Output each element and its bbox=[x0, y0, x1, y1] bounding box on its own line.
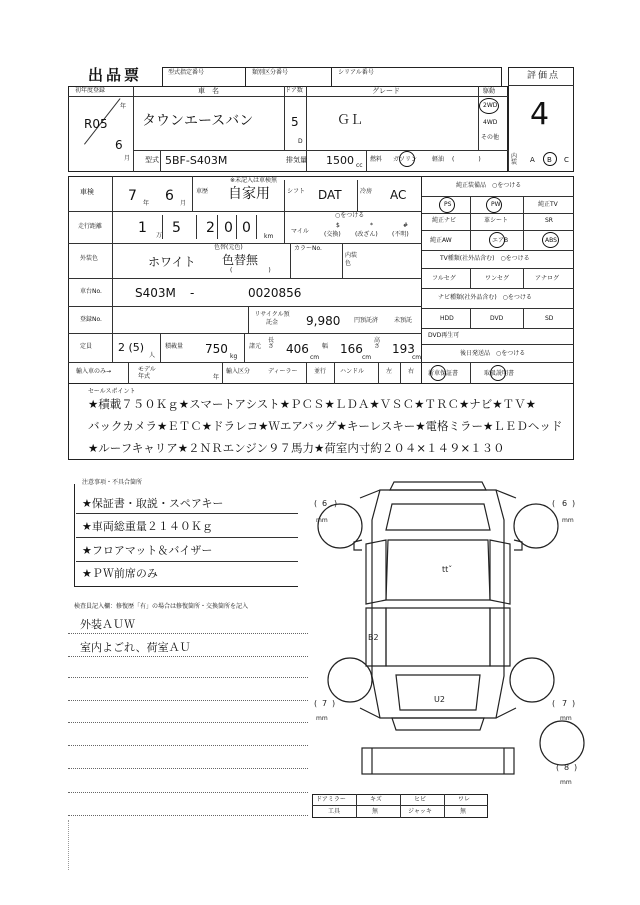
length-unit: cm bbox=[310, 354, 320, 361]
navi-dvd: DVD bbox=[490, 315, 504, 322]
drive-4wd: 4WD bbox=[483, 119, 498, 126]
load-unit: kg bbox=[230, 353, 238, 360]
tire-fl-mm: mm bbox=[316, 517, 328, 524]
grade-label: グレード bbox=[372, 87, 400, 95]
inspector-label: 検査員記入欄：修復歴「有」の場合は修復箇所・交換箇所を記入 bbox=[74, 603, 249, 610]
chassis-number: 0020856 bbox=[248, 286, 302, 300]
mileage-label: 走行距離 bbox=[78, 223, 103, 230]
inspection-month: 6 bbox=[165, 188, 174, 204]
width-unit: cm bbox=[362, 354, 372, 361]
recycle-value: 9,980 bbox=[306, 314, 341, 328]
displacement-value: 1500 bbox=[326, 154, 354, 167]
mileage-digit-5: 0 bbox=[242, 220, 251, 236]
mileage-opt1-label: (交換) bbox=[324, 231, 341, 238]
mileage-digit-1: 1 bbox=[138, 220, 147, 236]
tv-analog: アナログ bbox=[535, 275, 560, 282]
height-value: 193 bbox=[392, 342, 415, 356]
doors-unit: D bbox=[298, 138, 303, 145]
legend-header-mirror: ドアミラー bbox=[316, 796, 346, 803]
chassis-dash: - bbox=[190, 286, 195, 300]
first-reg-month-suffix: 月 bbox=[124, 155, 131, 162]
interior-c: C bbox=[564, 156, 569, 164]
equip-pw-circle bbox=[486, 197, 502, 213]
model-year-unit: 年 bbox=[213, 374, 220, 381]
capacity-value: 2 (5) bbox=[118, 341, 145, 354]
recycle-label: リサイクル預託金 bbox=[254, 311, 290, 326]
equip-navi: 純正ナビ bbox=[432, 217, 457, 224]
drive-other: その他 bbox=[481, 134, 500, 141]
fuel-circle bbox=[399, 151, 415, 167]
ac-label: 冷房 bbox=[360, 188, 373, 195]
mileage-opt2-mark: * bbox=[370, 222, 373, 229]
mileage-unit-km: km bbox=[264, 233, 274, 240]
equip-sr: SR bbox=[545, 217, 553, 224]
inspection-year: 7 bbox=[128, 188, 137, 204]
equipment-title: 純正装備品 ○をつける bbox=[456, 182, 522, 189]
form-title: 出品票 bbox=[88, 66, 143, 84]
svg-text:): ) bbox=[572, 699, 576, 708]
damage-mark-side: B2 bbox=[368, 633, 379, 642]
legend-value-jack: ジャッキ bbox=[408, 808, 432, 815]
fuel-value: ガソリン bbox=[393, 156, 418, 163]
import-parallel: 並行 bbox=[314, 368, 327, 375]
spare-value: 8 bbox=[564, 763, 570, 772]
color-label: 外装色 bbox=[80, 255, 99, 262]
legend-header-break: ワレ bbox=[458, 796, 471, 803]
tire-fr-mm: mm bbox=[562, 517, 574, 524]
recycle-not-deposited: 未預託 bbox=[394, 317, 413, 324]
doors-value: 5 bbox=[291, 115, 299, 129]
svg-text:): ) bbox=[334, 499, 338, 508]
score-label: 評価点 bbox=[527, 71, 561, 81]
handle-left: 左 bbox=[386, 368, 393, 375]
model-type-label: 型式 bbox=[145, 156, 159, 164]
notes-line-3: ★フロアマット＆バイザー bbox=[82, 544, 213, 557]
interior-color-label: 内装色 bbox=[345, 252, 358, 267]
fuel-paren: ( ) bbox=[452, 156, 481, 163]
sales-point-line-3: ★ルーフキャリア★２ＮＲエンジン９７馬力★荷室内寸約２０４×１４９×１３０ bbox=[88, 441, 505, 455]
tire-rl-value: 7 bbox=[322, 699, 328, 708]
color-original-label: 色替(元色) bbox=[214, 244, 243, 251]
light-oil-label: 軽油 bbox=[432, 156, 445, 163]
dvd-playback: DVD再生可 bbox=[428, 332, 460, 339]
notes-line-4: ★ＰＷ前席のみ bbox=[82, 567, 158, 580]
capacity-unit: 人 bbox=[149, 352, 156, 359]
inspection-month-unit: 月 bbox=[180, 200, 187, 207]
tire-rr-mm: mm bbox=[560, 715, 572, 722]
load-value: 750 bbox=[205, 342, 228, 356]
svg-text:): ) bbox=[572, 499, 576, 508]
model-year-label: モデル年式 bbox=[138, 366, 156, 381]
fuel-label: 燃料 bbox=[370, 156, 383, 163]
navi-sd: SD bbox=[545, 315, 554, 322]
mileage-digit-2: 5 bbox=[172, 220, 181, 236]
size-label: 諸元 bbox=[249, 343, 262, 350]
inspection-label: 車検 bbox=[80, 188, 94, 196]
first-reg-year-suffix: 年 bbox=[120, 103, 127, 110]
mileage-unit-man: 万 bbox=[156, 232, 163, 239]
import-only-label: 輸入車のみ→ bbox=[76, 368, 112, 375]
equip-airbag-circle bbox=[489, 232, 505, 248]
navi-hdd: HDD bbox=[440, 315, 454, 322]
length-label: 長さ bbox=[268, 337, 275, 350]
chassis-model: S403M bbox=[135, 286, 176, 300]
legend-header-scratch: キズ bbox=[370, 796, 382, 803]
interior-b-circle bbox=[543, 152, 557, 166]
model-type-value: 5BF-S403M bbox=[165, 154, 228, 167]
first-reg-label: 初年度登録 bbox=[75, 87, 106, 94]
svg-text:(: ( bbox=[314, 699, 318, 708]
tv-title: TV種類(社外品含む) ○をつける bbox=[440, 255, 530, 262]
height-label: 高さ bbox=[374, 337, 381, 350]
spare-mm: mm bbox=[560, 779, 572, 786]
interior-label: 内装 bbox=[511, 153, 518, 166]
notes-line-1: ★保証書・取説・スペアキー bbox=[82, 497, 224, 510]
use-label: 車歴 bbox=[196, 188, 209, 195]
inspection-note: ※未記入は車検無 bbox=[230, 177, 278, 184]
tire-rr-value: 7 bbox=[562, 699, 568, 708]
tire-fl-value: 6 bbox=[322, 499, 328, 508]
svg-text:(: ( bbox=[556, 763, 560, 772]
inspector-line-1: 外装ＡＵＷ bbox=[80, 618, 135, 631]
equip-ps: PS bbox=[444, 201, 452, 208]
car-name-label: 車 名 bbox=[198, 87, 219, 95]
mileage-opt3-label: (不明) bbox=[392, 231, 409, 238]
tire-fl-bracket: ( bbox=[314, 499, 318, 508]
length-value: 406 bbox=[286, 342, 309, 356]
load-label: 積載量 bbox=[165, 343, 184, 350]
damage-mark-back: U2 bbox=[434, 695, 445, 704]
displacement-label: 排気量 bbox=[286, 156, 307, 164]
import-category-label: 輸入区分 bbox=[226, 368, 251, 375]
docs-warranty: 新車保証書 bbox=[428, 370, 459, 377]
drive-2wd: 2WD bbox=[483, 102, 498, 109]
tv-fullseg: フルセグ bbox=[432, 275, 456, 282]
equip-abs: ABS bbox=[545, 237, 557, 244]
docs-manual: 取扱説明書 bbox=[484, 370, 515, 377]
sales-point-line-1: ★積載７５０Ｋｇ★スマートアシスト★ＰＣＳ★ＬＤＡ★ＶＳＣ★ＴＲＣ★ナビ★ＴＶ★ bbox=[88, 397, 536, 411]
shift-value: DAT bbox=[318, 188, 342, 202]
width-value: 166 bbox=[340, 342, 363, 356]
svg-text:): ) bbox=[332, 699, 336, 708]
grade-value: ＧＬ bbox=[337, 113, 364, 128]
chassis-label: 車台No. bbox=[80, 288, 102, 295]
docs-manual-circle bbox=[490, 365, 506, 381]
inspection-year-unit: 年 bbox=[143, 200, 150, 207]
capacity-label: 定員 bbox=[80, 343, 93, 350]
first-reg-era: R05 bbox=[84, 117, 108, 131]
displacement-unit: cc bbox=[356, 162, 363, 169]
car-damage-diagram bbox=[300, 480, 590, 825]
legend-value-scratch: 無 bbox=[372, 808, 379, 815]
legend-value-break: 無 bbox=[460, 808, 467, 815]
shift-label: シフト bbox=[287, 188, 306, 195]
inspector-line-2: 室内よごれ、荷室ＡＵ bbox=[80, 641, 191, 654]
color-value: ホワイト bbox=[148, 255, 196, 269]
equip-leather: 革シート bbox=[484, 217, 509, 224]
drive-label: 駆動 bbox=[483, 88, 496, 95]
handle-label: ハンドル bbox=[340, 368, 365, 375]
svg-text:(: ( bbox=[552, 699, 556, 708]
equip-ps-circle bbox=[439, 197, 455, 213]
class-label: 類別区分番号 bbox=[252, 69, 289, 76]
sales-points-label: セールスポイント bbox=[88, 388, 136, 395]
height-unit: cm bbox=[412, 354, 422, 361]
score-value: 4 bbox=[530, 97, 550, 132]
tire-fr-value: 6 bbox=[562, 499, 568, 508]
mileage-circle-note: ○をつける bbox=[335, 212, 365, 219]
doors-label: ドア数 bbox=[285, 87, 303, 94]
notes-label: 注意事項・不具合箇所 bbox=[82, 479, 143, 486]
recycle-deposit-status: 円預託済 bbox=[354, 317, 379, 324]
tire-rl-mm: mm bbox=[316, 715, 328, 722]
color-paren: ( ) bbox=[230, 267, 271, 274]
svg-text:(: ( bbox=[552, 499, 556, 508]
equip-tv: 純正TV bbox=[538, 201, 558, 208]
mileage-opt1-mark: $ bbox=[336, 222, 340, 229]
notes-line-2: ★車両総重量２１４０Ｋｇ bbox=[82, 520, 213, 533]
interior-a: A bbox=[530, 156, 535, 164]
tv-oneseg: ワンセグ bbox=[485, 275, 510, 282]
mile-label: マイル bbox=[291, 228, 309, 235]
legend-header-crack: ヒビ bbox=[414, 796, 427, 803]
width-label: 幅 bbox=[322, 343, 329, 350]
color-no-label: カラーNo. bbox=[294, 245, 322, 252]
color-change: 色替無 bbox=[222, 253, 259, 267]
interior-b: B bbox=[547, 156, 552, 164]
sales-point-line-2: バックカメラ★ＥＴＣ★ドラレコ★Ｗエアバッグ★キーレスキー★電格ミラー★ＬＥＤヘッド bbox=[88, 419, 563, 433]
car-name: タウンエースバン bbox=[142, 113, 254, 129]
mileage-opt2-label: (改ざん) bbox=[355, 231, 378, 238]
mileage-opt3-mark: # bbox=[403, 222, 409, 229]
mileage-digit-3: 2 bbox=[206, 220, 215, 236]
use-value: 自家用 bbox=[228, 186, 270, 202]
first-reg-month: 6 bbox=[115, 138, 123, 152]
equip-aw: 純正AW bbox=[430, 237, 452, 244]
svg-text:): ) bbox=[574, 763, 578, 772]
import-dealer: ディーラー bbox=[268, 368, 298, 375]
handle-right: 右 bbox=[408, 368, 415, 375]
equip-abs-circle bbox=[542, 232, 559, 248]
docs-warranty-circle bbox=[430, 365, 446, 381]
ac-value: AC bbox=[390, 188, 407, 202]
equip-pw: PW bbox=[491, 201, 501, 208]
damage-mark-roof: ttˇ bbox=[442, 565, 453, 574]
legend-value-tools: 工具 bbox=[328, 808, 341, 815]
model-spec-label: 型式指定番号 bbox=[168, 69, 205, 76]
navi-title: ナビ種類(社外品含む) ○をつける bbox=[438, 294, 532, 301]
registration-label: 登録No. bbox=[80, 316, 102, 323]
docs-title: 後日発送品 ○をつける bbox=[460, 350, 526, 357]
mileage-digit-4: 0 bbox=[224, 220, 233, 236]
drive-2wd-circle bbox=[479, 98, 499, 114]
equip-airbag: エアB bbox=[492, 237, 509, 244]
serial-label: シリアル番号 bbox=[338, 69, 374, 76]
